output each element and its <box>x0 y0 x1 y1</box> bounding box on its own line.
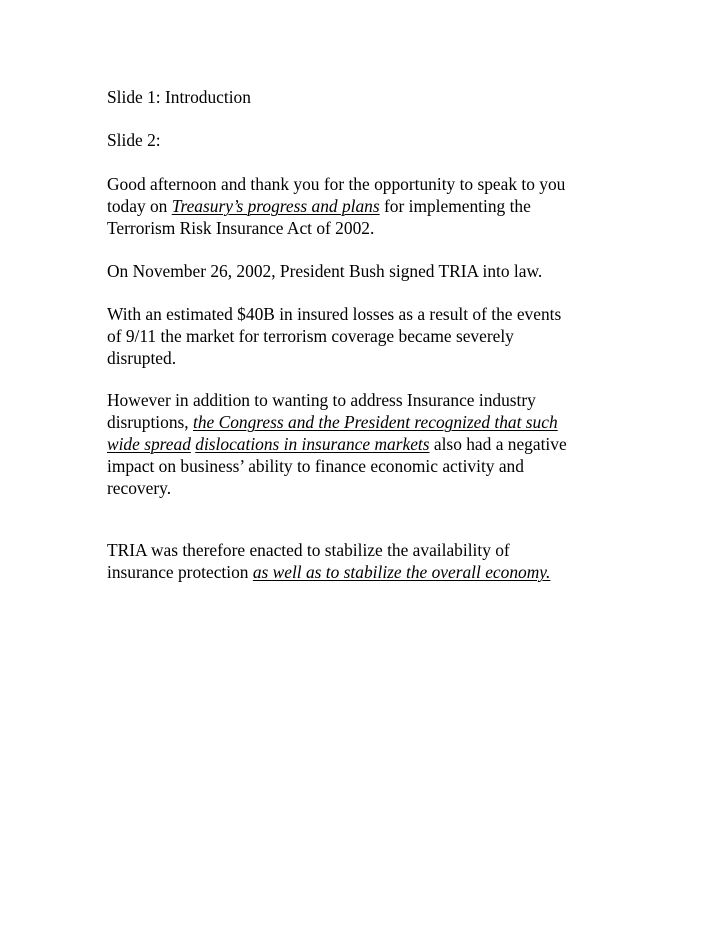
emphasized-phrase: as well as to stabilize the overall economy. <box>252 562 551 582</box>
emphasized-phrase: the Congress and the President recognized that such <box>193 412 558 432</box>
paragraph-line: On November 26, 2002, President Bush signed TRIA into law. <box>107 261 543 281</box>
paragraph-line <box>107 195 617 217</box>
paragraph-insured-losses <box>107 303 617 369</box>
emphasized-phrase: Treasury’s progress and plans <box>171 196 380 216</box>
emphasized-phrase: dislocations in insurance markets <box>195 434 430 454</box>
paragraph-line <box>107 411 617 433</box>
paragraph-line: With an estimated $40B in insured losses as a result of the events <box>107 304 562 324</box>
paragraph-line: of 9/11 the market for terrorism coverage became severely <box>107 326 514 346</box>
text-run: for implementing the <box>379 196 531 216</box>
paragraph-line: However in addition to wanting to address Insurance industry <box>107 390 536 410</box>
paragraph-line: impact on business’ ability to finance economic activity and <box>107 456 524 476</box>
paragraph-greeting <box>107 173 617 239</box>
paragraph-tria-signed <box>107 260 617 282</box>
paragraph-tria-enacted <box>107 539 617 583</box>
paragraph-line: TRIA was therefore enacted to stabilize the availability of <box>107 540 510 560</box>
paragraph-line: Terrorism Risk Insurance Act of 2002. <box>107 218 375 238</box>
slide-2-label: Slide 2: <box>107 130 161 150</box>
paragraph-line: disrupted. <box>107 348 177 368</box>
text-run: also had a negative <box>429 434 567 454</box>
paragraph-line <box>107 561 617 583</box>
slide-2-heading <box>107 129 617 151</box>
paragraph-line <box>107 433 617 455</box>
paragraph-industry-disruptions <box>107 389 617 499</box>
slide-1-heading <box>107 86 617 108</box>
emphasized-phrase: wide spread <box>107 434 191 454</box>
slide-1-label: Slide 1: Introduction <box>107 87 251 107</box>
text-run: disruptions, <box>107 412 193 432</box>
text-run: today on <box>107 196 172 216</box>
paragraph-line: recovery. <box>107 478 172 498</box>
paragraph-line: Good afternoon and thank you for the opportunity to speak to you <box>107 174 566 194</box>
text-run: insurance protection <box>107 562 253 582</box>
